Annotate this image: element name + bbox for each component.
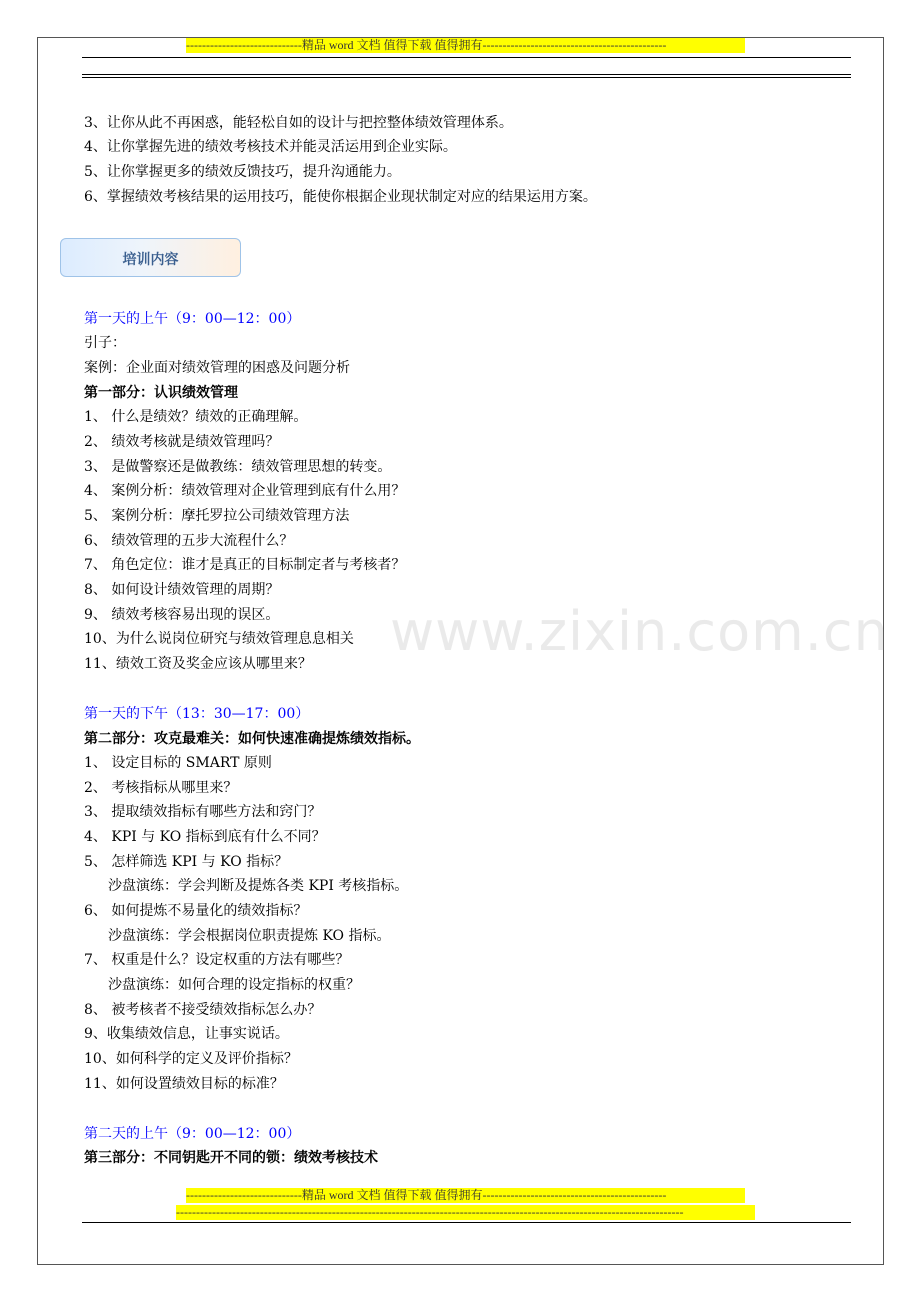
goal-item: 6、掌握绩效考核结果的运用技巧，能使你根据企业现状制定对应的结果运用方案。 <box>84 189 597 205</box>
day1-pm-item: 6、 如何提炼不易量化的绩效指标？ <box>84 903 308 919</box>
header-rule-double-1 <box>82 74 851 75</box>
day1-pm-item: 2、 考核指标从哪里来？ <box>84 780 238 796</box>
day1-pm-item: 9、收集绩效信息，让事实说话。 <box>84 1026 289 1042</box>
footer-dashes: ------------------------------------------------------------------------------------------------------------------------------- <box>176 1205 755 1220</box>
footer-rule <box>82 1222 851 1223</box>
day1-am-intro: 引子： <box>84 335 126 351</box>
day1-am-item: 4、 案例分析：绩效管理对企业管理到底有什么用？ <box>84 483 406 499</box>
day1-am-item: 9、 绩效考核容易出现的误区。 <box>84 607 280 623</box>
day1-am-heading: 第一天的上午（9：00—12：00） <box>84 311 301 327</box>
day1-am-item: 10、为什么说岗位研究与绩效管理息息相关 <box>84 631 354 647</box>
day1-pm-item: 3、 提取绩效指标有哪些方法和窍门？ <box>84 804 322 820</box>
day1-am-item: 5、 案例分析：摩托罗拉公司绩效管理方法 <box>84 508 350 524</box>
day1-pm-part-title: 第二部分：攻克最难关：如何快速准确提炼绩效指标。 <box>84 731 420 747</box>
day1-pm-sandbox-note: 沙盘演练：学会根据岗位职责提炼 KO 指标。 <box>108 928 391 944</box>
day1-am-item: 11、绩效工资及奖金应该从哪里来？ <box>84 656 312 672</box>
day1-am-item: 1、 什么是绩效？绩效的正确理解。 <box>84 409 308 425</box>
day1-pm-item: 1、 设定目标的 SMART 原则 <box>84 755 272 771</box>
day1-am-item: 6、 绩效管理的五步大流程什么？ <box>84 533 294 549</box>
section-tab-training-content <box>60 238 241 277</box>
day1-pm-heading: 第一天的下午（13：30—17：00） <box>84 706 310 722</box>
day1-pm-item: 8、 被考核者不接受绩效指标怎么办？ <box>84 1002 322 1018</box>
day1-pm-item: 10、如何科学的定义及评价指标？ <box>84 1051 298 1067</box>
section-tab-label: 培训内容 <box>122 252 179 268</box>
goal-item: 4、让你掌握先进的绩效考核技术并能灵活运用到企业实际。 <box>84 139 457 155</box>
header-rule-top <box>82 57 851 58</box>
day2-am-heading: 第二天的上午（9：00—12：00） <box>84 1126 301 1142</box>
goal-item: 3、让你从此不再困惑，能轻松自如的设计与把控整体绩效管理体系。 <box>84 115 513 131</box>
day1-am-part-title: 第一部分：认识绩效管理 <box>84 385 238 401</box>
day1-am-item: 2、 绩效考核就是绩效管理吗？ <box>84 434 280 450</box>
day1-am-item: 8、 如何设计绩效管理的周期？ <box>84 582 280 598</box>
day1-pm-item: 4、 KPI 与 KO 指标到底有什么不同？ <box>84 829 326 845</box>
day2-am-part-title: 第三部分：不同钥匙开不同的锁：绩效考核技术 <box>84 1150 378 1166</box>
header-rule-double-2 <box>82 77 851 78</box>
day1-pm-sandbox-note: 沙盘演练：学会判断及提炼各类 KPI 考核指标。 <box>108 878 409 894</box>
day1-am-case: 案例：企业面对绩效管理的困惑及问题分析 <box>84 360 350 376</box>
day1-pm-item: 7、 权重是什么？设定权重的方法有哪些？ <box>84 952 350 968</box>
watermark: www.zixin.com.cn <box>390 600 889 663</box>
goal-item: 5、让你掌握更多的绩效反馈技巧，提升沟通能力。 <box>84 164 401 180</box>
day1-pm-item: 5、 怎样筛选 KPI 与 KO 指标？ <box>84 854 289 870</box>
header-banner: -----------------------------精品 word 文档 值得下载 值得拥有---------------------------------------------- <box>186 38 745 53</box>
footer-banner: -----------------------------精品 word 文档 值得下载 值得拥有---------------------------------------------- <box>186 1188 745 1203</box>
day1-am-item: 7、 角色定位：谁才是真正的目标制定者与考核者？ <box>84 557 406 573</box>
day1-pm-item: 11、如何设置绩效目标的标准？ <box>84 1076 284 1092</box>
day1-pm-sandbox-note: 沙盘演练：如何合理的设定指标的权重？ <box>108 977 360 993</box>
day1-am-item: 3、 是做警察还是做教练：绩效管理思想的转变。 <box>84 459 392 475</box>
